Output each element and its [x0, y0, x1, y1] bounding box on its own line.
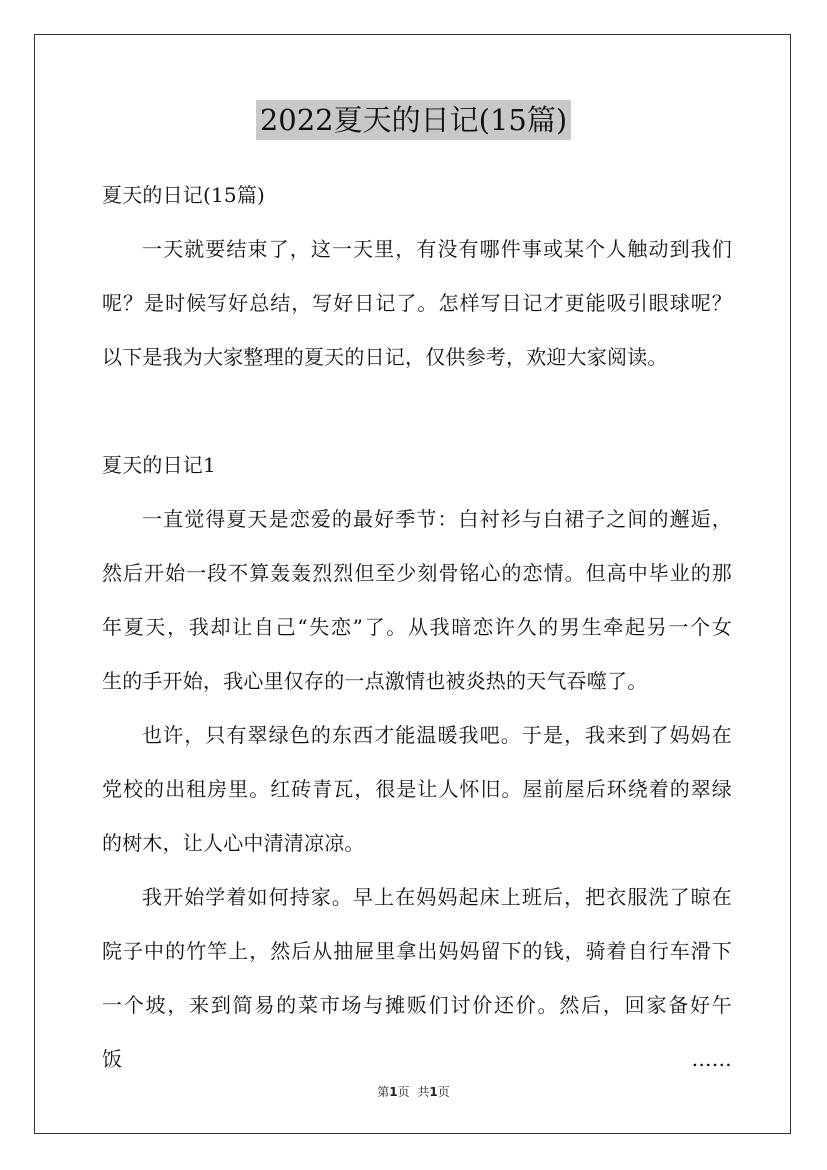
paragraph-line: 一直觉得夏天是恋爱的最好季节：白衬衫与白裙子之间的邂逅， — [142, 507, 732, 531]
footer-page-unit: 页 — [397, 1085, 410, 1099]
footer-total-pages: 1 — [429, 1085, 438, 1099]
footer-total-unit: 页 — [437, 1085, 450, 1099]
paragraph-line: 一个坡，来到简易的菜市场与摊贩们讨价还价。然后，回家备好午饭…… — [102, 993, 732, 1071]
footer-prefix: 第 — [377, 1085, 390, 1099]
subtitle: 夏天的日记(15篇) — [102, 183, 266, 207]
paragraph-line: 年夏天，我却让自己“失恋”了。从我暗恋许久的男生牵起另一个女 — [102, 615, 732, 639]
paragraph-line: 生的手开始，我心里仅存的一点激情也被炎热的天气吞噬了。 — [102, 669, 648, 693]
footer-sep: 共 — [417, 1085, 430, 1099]
paragraph-line: 的树木，让人心中清清凉凉。 — [102, 831, 365, 855]
intro-line: 一天就要结束了，这一天里，有没有哪件事或某个人触动到我们 — [142, 237, 732, 261]
section-heading: 夏天的日记1 — [102, 453, 216, 477]
paragraph-line: 也许，只有翠绿色的东西才能温暖我吧。于是，我来到了妈妈在 — [142, 723, 732, 747]
intro-line: 呢？是时候写好总结，写好日记了。怎样写日记才更能吸引眼球呢？ — [102, 291, 732, 315]
intro-line: 以下是我为大家整理的夏天的日记，仅供参考，欢迎大家阅读。 — [102, 345, 668, 369]
page-footer — [0, 1084, 827, 1100]
document-title: 2022夏天的日记(15篇) — [256, 100, 571, 140]
paragraph-line: 党校的出租房里。红砖青瓦，很是让人怀旧。屋前屋后环绕着的翠绿 — [102, 777, 732, 801]
paragraph-line: 然后开始一段不算轰轰烈烈但至少刻骨铭心的恋情。但高中毕业的那 — [102, 561, 732, 585]
paragraph-line: 院子中的竹竿上，然后从抽屉里拿出妈妈留下的钱，骑着自行车滑下 — [102, 939, 732, 963]
document-body — [102, 168, 732, 1071]
paragraph-gap — [102, 384, 732, 438]
title-wrap — [0, 100, 827, 140]
paragraph-line: 我开始学着如何持家。早上在妈妈起床上班后，把衣服洗了晾在 — [142, 885, 732, 909]
footer-page-number: 1 — [389, 1085, 398, 1099]
